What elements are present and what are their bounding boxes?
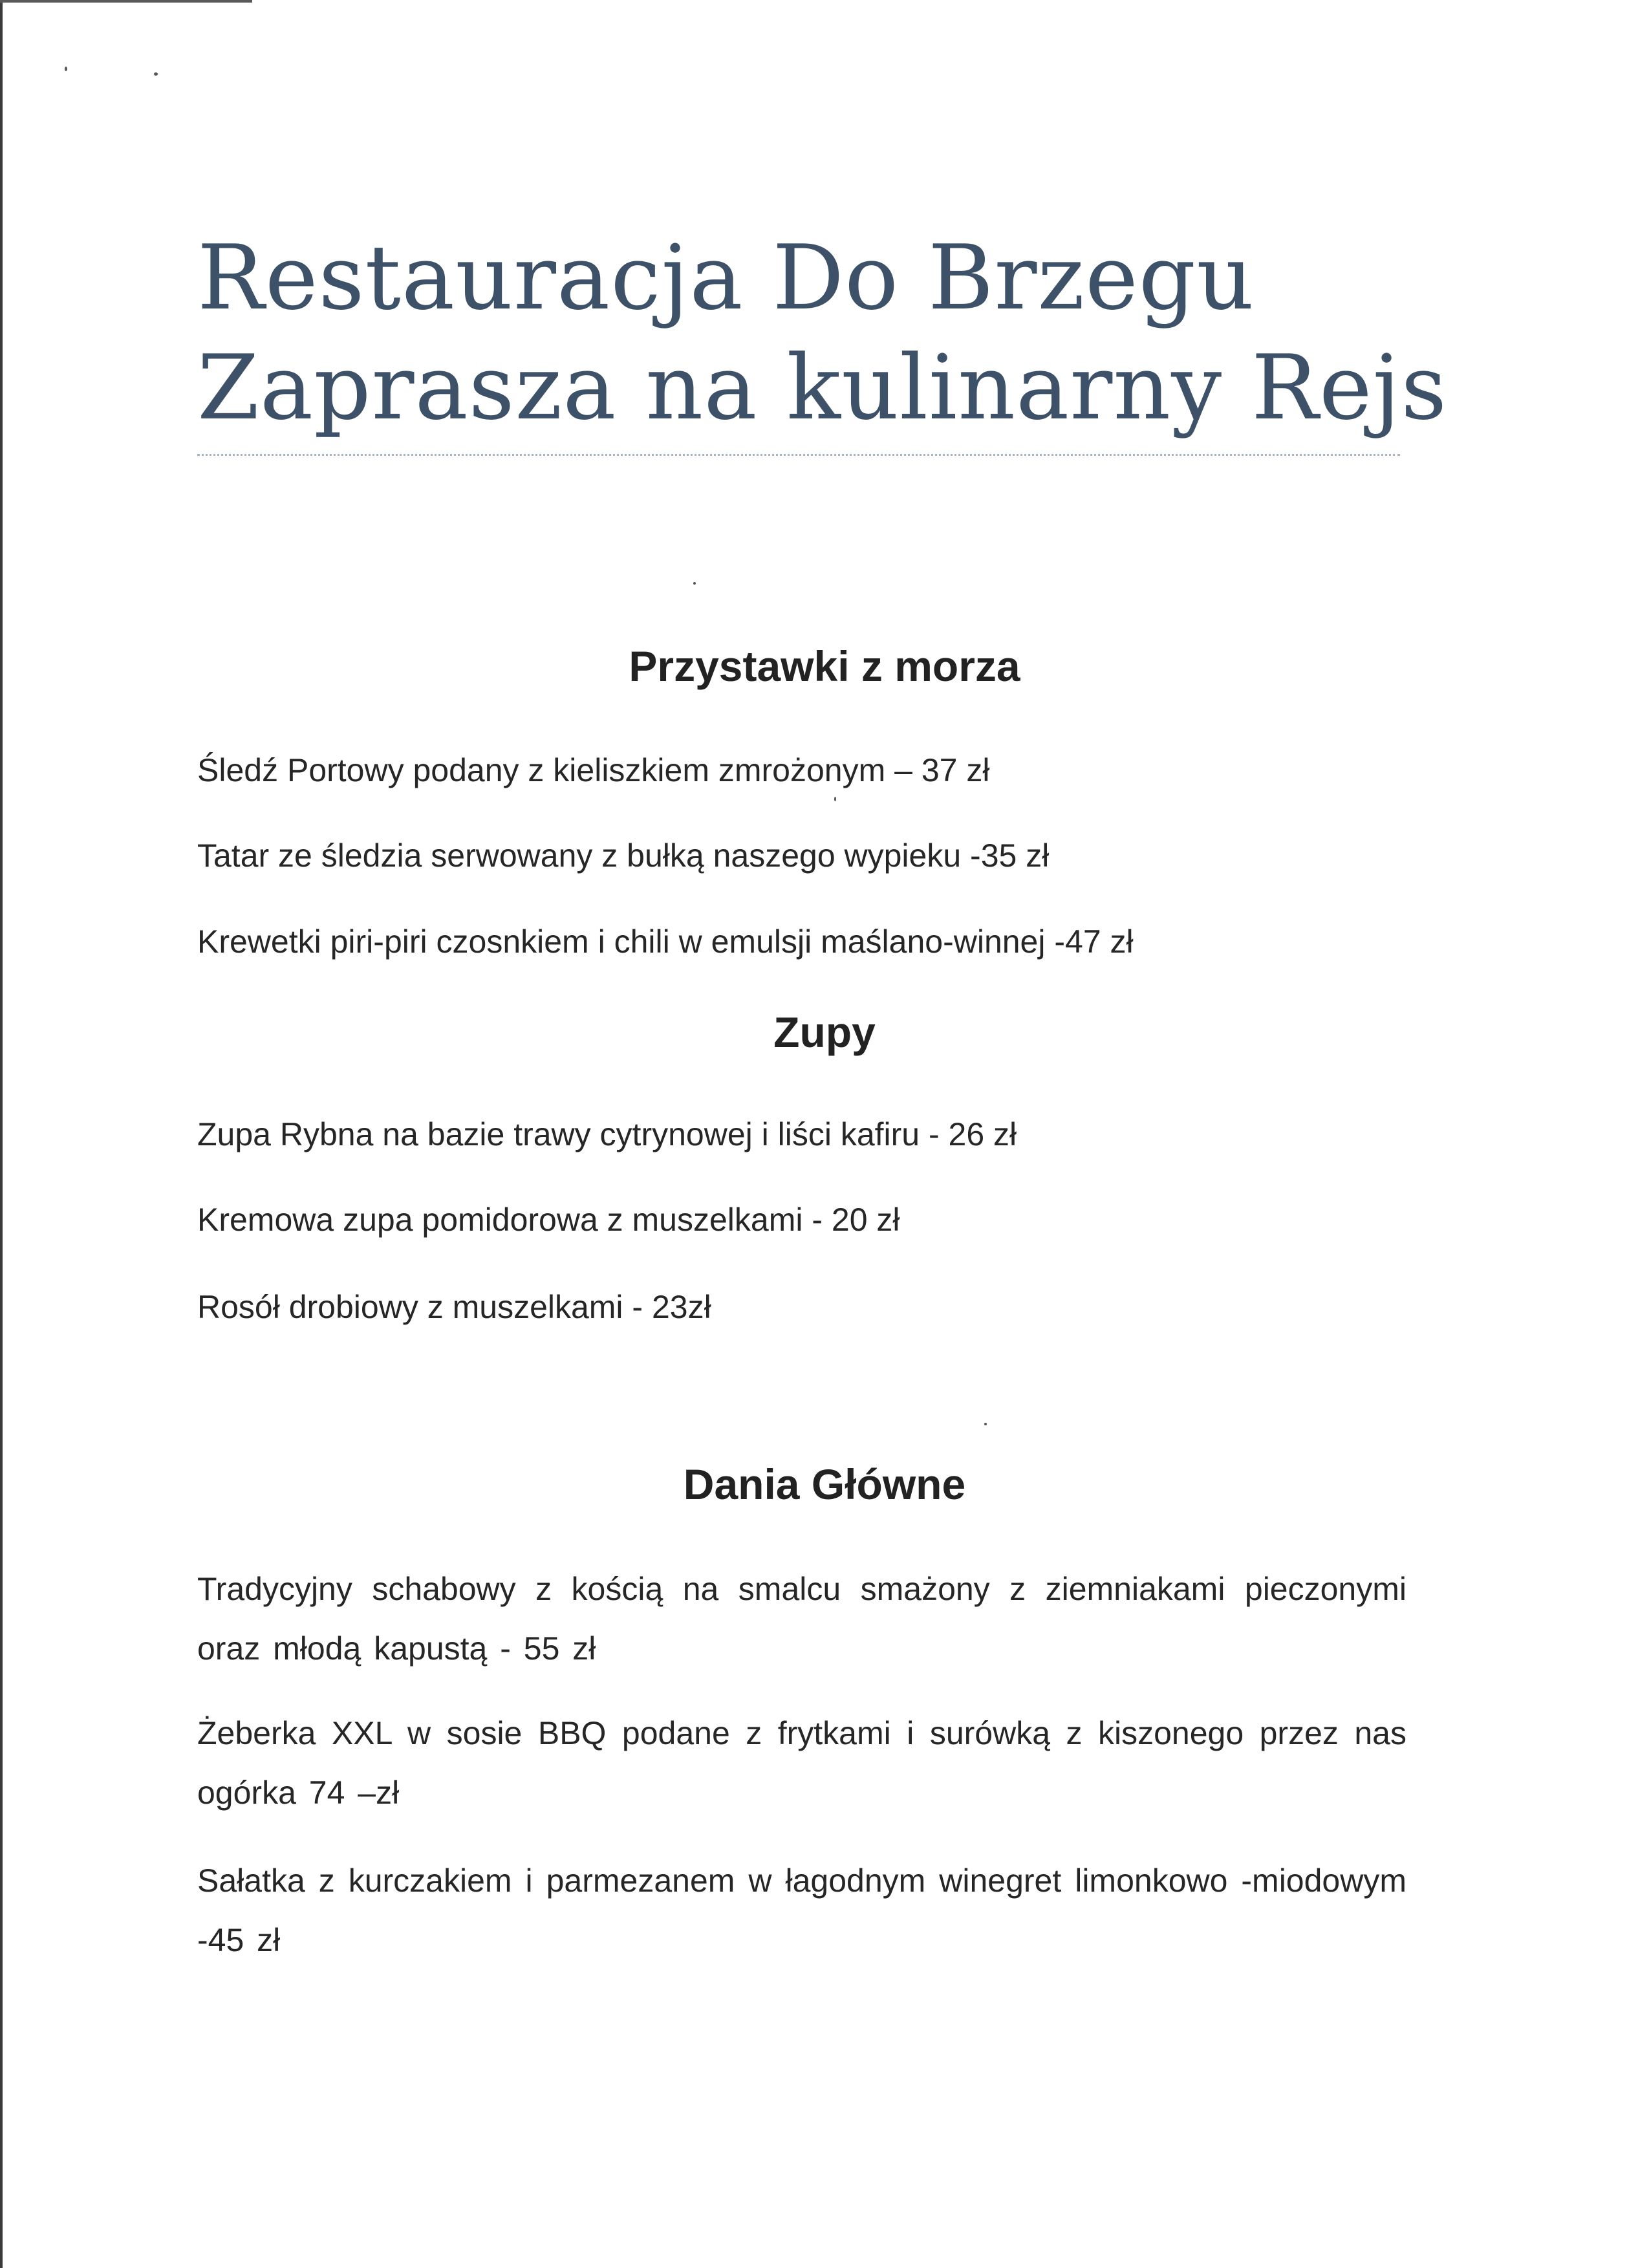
scan-speck	[154, 72, 158, 76]
menu-item: Żeberka XXL w sosie BBQ podane z frytkami i surówką z kiszonego przez nas ogórka 74 –zł	[197, 1715, 1406, 1811]
menu-item: Rosół drobiowy z muszelkami - 23zł	[197, 1289, 711, 1325]
scan-speck	[693, 582, 696, 585]
title-line-1: Restauracja Do Brzegu	[197, 226, 1255, 330]
menu-item: Krewetki piri-piri czosnkiem i chili w emulsji maślano-winnej -47 zł	[197, 923, 1134, 960]
menu-item: Sałatka z kurczakiem i parmezanem w łagodnym winegret limonkowo -miodowym -45 zł	[197, 1863, 1406, 1958]
restaurant-title	[197, 223, 1448, 443]
section-heading-appetizers: Przystawki z morza	[629, 642, 1020, 690]
menu-item: Śledź Portowy podany z kieliszkiem zmrożonym – 37 zł	[197, 752, 990, 788]
menu-item: Kremowa zupa pomidorowa z muszelkami - 20 zł	[197, 1202, 900, 1238]
menu-item: Tatar ze śledzia serwowany z bułką naszego wypieku -35 zł	[197, 837, 1050, 874]
title-line-2: Zaprasza na kulinarny Rejs	[197, 336, 1448, 440]
menu-item: Tradycyjny schabowy z kością na smalcu smażony z ziemniakami pieczonymi oraz młodą kapustą - 55 zł	[197, 1571, 1406, 1667]
section-heading-soups: Zupy	[773, 1008, 876, 1056]
menu-item: Zupa Rybna na bazie trawy cytrynowej i liści kafiru - 26 zł	[197, 1116, 1017, 1152]
section-heading-main-dishes: Dania Główne	[683, 1460, 966, 1508]
scan-speck	[984, 1423, 987, 1425]
scan-edge-top	[0, 0, 252, 3]
title-divider	[197, 454, 1400, 456]
scan-edge-left	[0, 0, 3, 2268]
scan-speck	[65, 67, 67, 71]
